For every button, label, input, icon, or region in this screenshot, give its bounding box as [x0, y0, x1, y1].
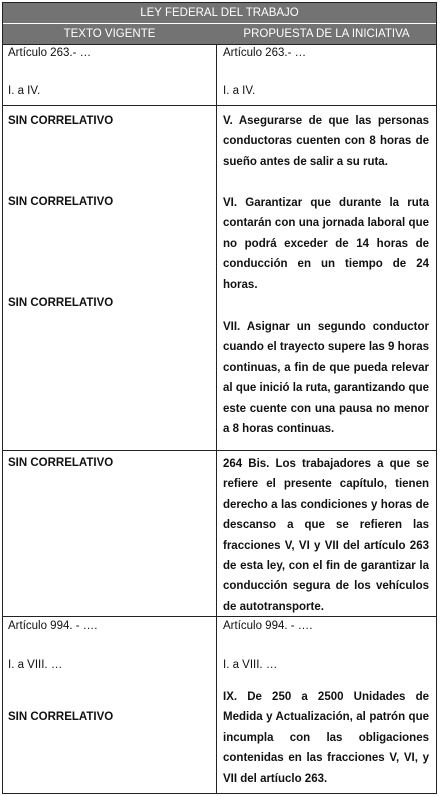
- fraction-ix-line: contenidas en las fracciones V, VI, y: [223, 752, 429, 765]
- fraction-v-line: sueño antes de salir a su ruta.: [223, 155, 388, 168]
- fraction-v-line: conductoras cuenten con 8 horas de: [223, 135, 429, 148]
- left-fractions-i-viii: I. a VIII. …: [8, 659, 63, 671]
- article-264-bis-line: 264 Bis. Los trabajadores a que se: [223, 458, 429, 470]
- fraction-vii-line: cuando el trayecto supere las 9 horas: [223, 341, 429, 354]
- left-article-994: Artículo 994. - ….: [8, 620, 98, 632]
- column-header-texto-vigente: TEXTO VIGENTE: [63, 28, 156, 40]
- fraction-vii-line: a 8 horas continuas.: [223, 423, 335, 436]
- article-264-bis-line: refiere el presente capítulo, tienen: [223, 478, 429, 491]
- row-divider: [3, 44, 436, 45]
- fraction-vi-line: conducción en un tiempo de 24: [223, 258, 429, 271]
- fraction-v-line: V. Asegurarse de que las personas: [223, 115, 429, 127]
- fraction-vi-line: VI. Garantizar que durante la ruta: [223, 197, 429, 209]
- fraction-v: [223, 111, 429, 172]
- fraction-vii-line: al que inició la ruta, garantizando que: [223, 382, 429, 395]
- fraction-ix-line: VII del artíuclo 263.: [223, 772, 328, 785]
- fraction-ix-line: incumpla con las obligaciones: [223, 731, 429, 744]
- left-article-263: Artículo 263.- …: [8, 47, 92, 59]
- row-divider: [3, 105, 436, 106]
- fraction-ix-line: IX. De 250 a 2500 Unidades de: [223, 691, 429, 703]
- fraction-vii-line: continuas, a fin de que pueda relevar: [223, 361, 429, 374]
- fraction-vii-line: este cuente con una pausa no menor: [223, 402, 429, 415]
- fraction-ix: [223, 687, 429, 789]
- right-article-994: Artículo 994. - ….: [223, 620, 313, 632]
- fraction-vi-line: contarán con una jornada laboral que: [223, 217, 429, 230]
- sin-correlativo-264-bis: SIN CORRELATIVO: [8, 457, 114, 469]
- article-264-bis-line: de autotransporte.: [223, 600, 324, 613]
- fraction-vi-line: horas.: [223, 278, 258, 291]
- article-264-bis-line: descanso a que se refieren las: [223, 519, 429, 532]
- article-264-bis-line: derecho a las condiciones y horas de: [223, 498, 429, 511]
- right-article-263: Artículo 263.- …: [223, 47, 307, 59]
- comparison-table: [2, 2, 437, 794]
- article-264-bis-line: conducción segura de los vehículos: [223, 580, 429, 593]
- left-fractions-i-iv: I. a IV.: [8, 85, 41, 97]
- article-264-bis-line: de esta ley, con el fin de garantizar la: [223, 560, 429, 573]
- fraction-vi-line: no podrá exceder de 14 horas de: [223, 237, 429, 250]
- sin-correlativo-ix: SIN CORRELATIVO: [8, 711, 114, 723]
- column-divider: [216, 44, 217, 793]
- right-fractions-i-iv: I. a IV.: [223, 85, 256, 97]
- fraction-vii: [223, 317, 429, 439]
- column-headers: [3, 24, 436, 44]
- article-264-bis-line: fracciones V, VI y VII del artículo 263: [223, 539, 429, 552]
- fraction-vi: [223, 193, 429, 295]
- sin-correlativo-vi: SIN CORRELATIVO: [8, 196, 114, 208]
- sin-correlativo-vii: SIN CORRELATIVO: [8, 297, 114, 309]
- table-title: LEY FEDERAL DEL TRABAJO: [3, 3, 436, 24]
- column-header-propuesta: PROPUESTA DE LA INICIATIVA: [243, 28, 410, 40]
- fraction-ix-line: Medida y Actualización, al patrón que: [223, 711, 429, 724]
- right-fractions-i-viii: I. a VIII. …: [223, 659, 278, 671]
- row-divider: [3, 450, 436, 451]
- fraction-vii-line: VII. Asignar un segundo conductor: [223, 321, 429, 333]
- article-264-bis: [223, 454, 429, 617]
- sin-correlativo-v: SIN CORRELATIVO: [8, 115, 114, 127]
